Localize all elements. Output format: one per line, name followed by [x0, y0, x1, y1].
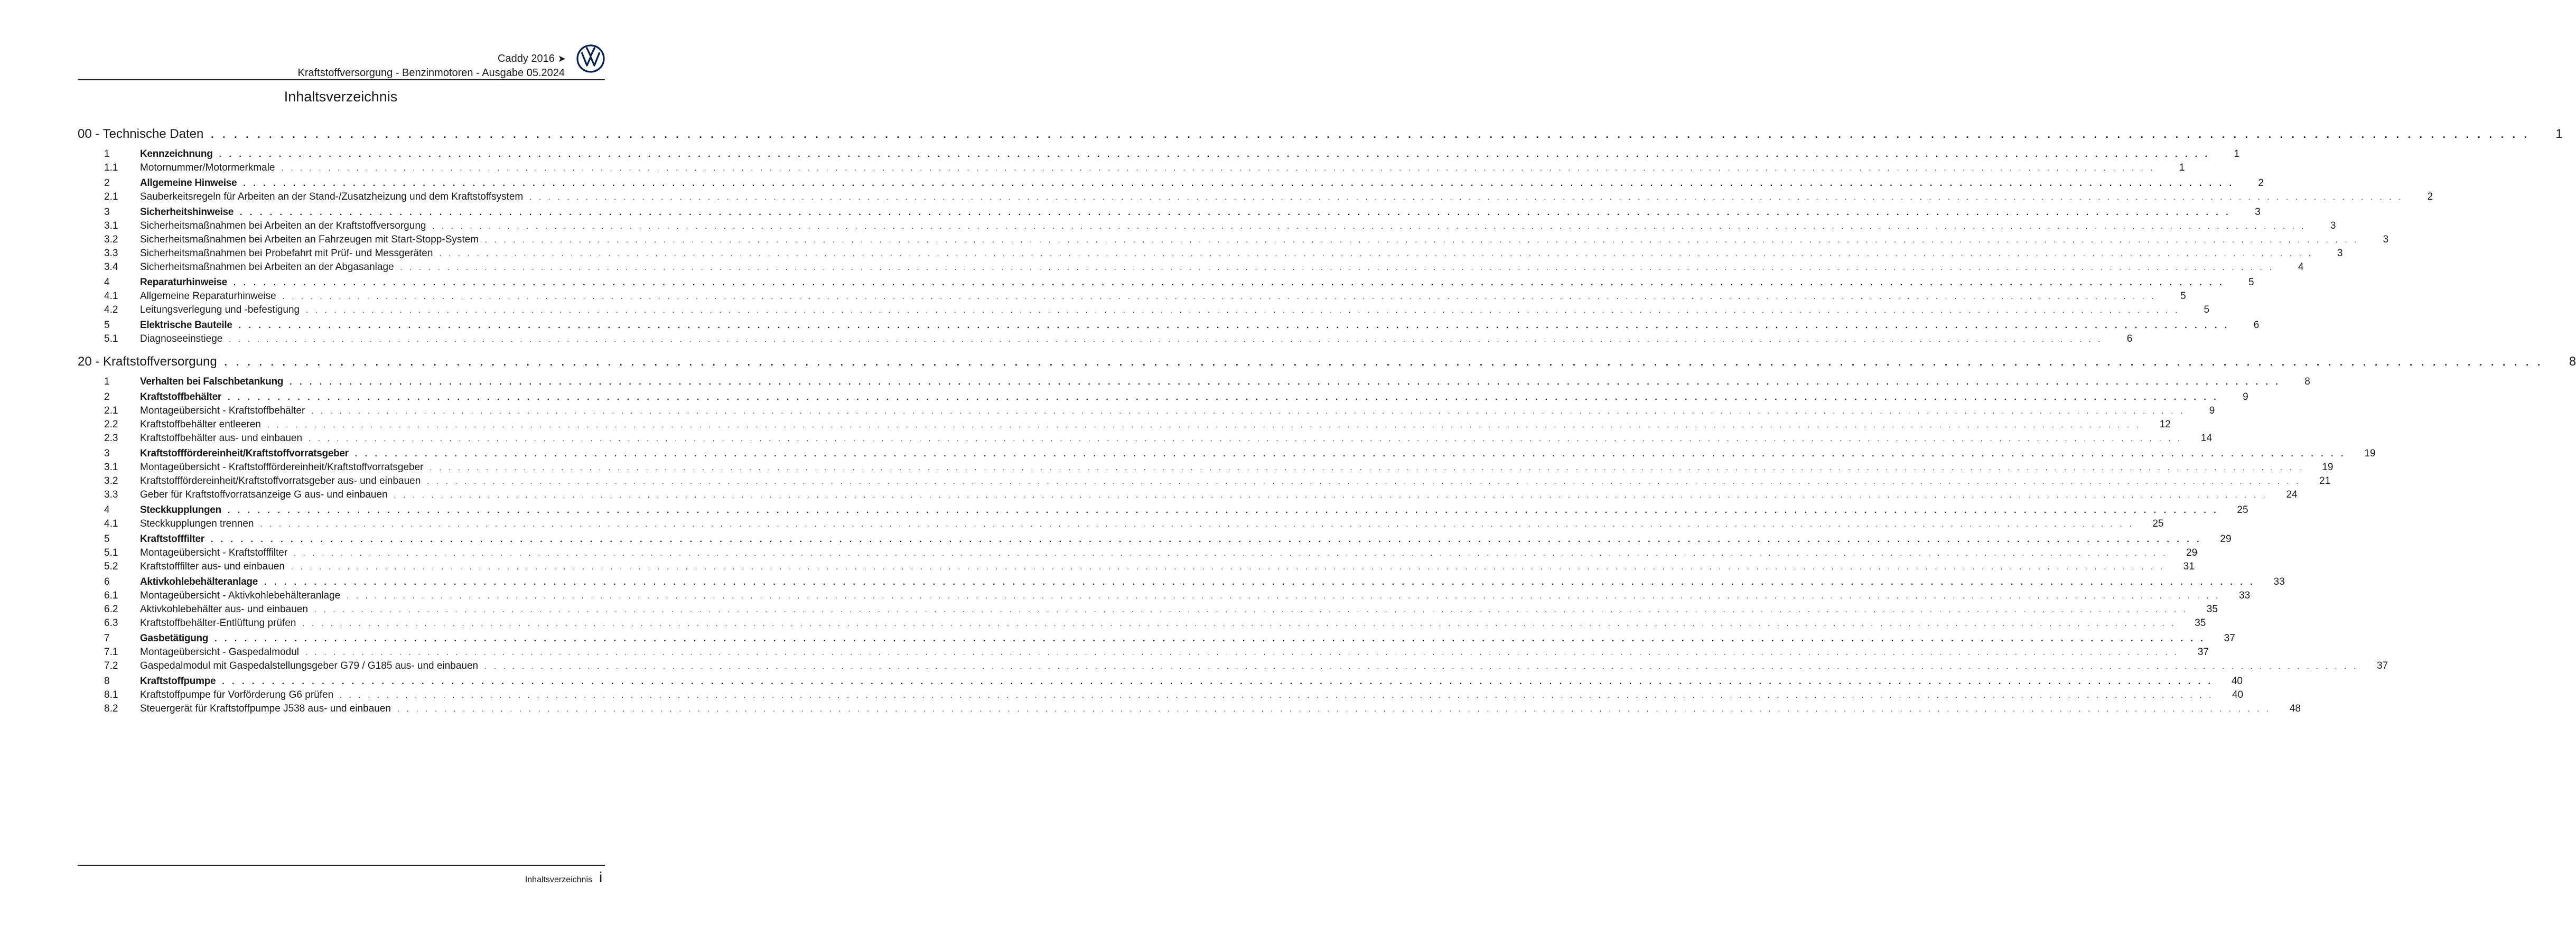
toc-chapter[interactable]	[78, 350, 2576, 373]
entry-title: Kraftstofffilter aus- und einbauen	[140, 561, 285, 572]
section-number: 2	[104, 177, 110, 189]
toc-entry[interactable]	[78, 546, 2198, 560]
section-title: Kraftstoffpumpe	[140, 676, 216, 687]
dot-leader: . . . . . . . . . . . . . . . . . . . . . . . . . . . . . . . . . . . . . . . . . . . . . . . . . . . . . . . . . . . . . . . . . . . . . . . . . . . . . . . . . . . . . . . . . . . . . . . . . . . . . . . . . . . . . . . . . . . . . . . . . . . . . . . . . . . . . . . . . . . . . . . . . . . . . . . . . . . . . . . . . . . . . . . . . . . . . . . . . . . . . . . . . . . . . . . . . . . . . . . .	[229, 335, 2103, 343]
dot-leader: . . . . . . . . . . . . . . . . . . . . . . . . . . . . . . . . . . . . . . . . . . . . . . . . . . . . . . . . . . . . . . . . . . . . . . . . . . . . . . . . . . . . . . . . . . . . . . . . . . . . . . . . . . . . . . . . . . . . . . . . . . . . . . . . . . . . . . . . . . . . . . . . . . . . . . . . . . . . . . . . . . . . . . . . . . . . . . . . . . . . . . . . . . . . . . . . . . . . . . . .	[224, 357, 2544, 368]
toc-section[interactable]	[78, 575, 2285, 589]
toc-section-group	[78, 176, 2433, 204]
toc-section-group	[78, 503, 2248, 531]
section-page-number: 6	[2253, 320, 2260, 331]
toc-section-group	[78, 319, 2260, 346]
entry-page-number: 5	[2180, 291, 2186, 302]
toc-entry[interactable]	[78, 702, 2301, 716]
section-title: Elektrische Bauteile	[140, 320, 232, 331]
entry-page-number: 3	[2330, 220, 2336, 231]
entry-number: 3.1	[104, 220, 118, 231]
entry-title: Kraftstoffpumpe für Vorförderung G6 prüfen	[140, 689, 334, 700]
section-number: 3	[104, 448, 110, 459]
entry-number: 4.1	[104, 518, 118, 529]
entry-number: 6.3	[104, 618, 118, 629]
toc-section[interactable]	[78, 390, 2248, 404]
entry-page-number: 14	[2200, 433, 2213, 444]
entry-title: Sicherheitsmaßnahmen bei Arbeiten an der Abgasanlage	[140, 261, 394, 273]
entry-number: 3.2	[104, 234, 118, 245]
toc-section[interactable]	[78, 503, 2248, 517]
entry-title: Geber für Kraftstoffvorratsanzeige G aus- und einbauen	[140, 489, 388, 500]
toc-entry[interactable]	[78, 646, 2209, 659]
toc-section-group	[78, 632, 2388, 673]
dot-leader: . . . . . . . . . . . . . . . . . . . . . . . . . . . . . . . . . . . . . . . . . . . . . . . . . . . . . . . . . . . . . . . . . . . . . . . . . . . . . . . . . . . . . . . . . . . . . . . . . . . . . . . . . . . . . . . . . . . . . . . . . . . . . . . . . . . . . . . . . . . . . . . . . . . . . . . . . . . . . . . . . . . . . . . . . . . . . . . . . . . . . . . . . . . . . . . . . . . . . . . .	[439, 249, 2313, 258]
dot-leader: . . . . . . . . . . . . . . . . . . . . . . . . . . . . . . . . . . . . . . . . . . . . . . . . . . . . . . . . . . . . . . . . . . . . . . . . . . . . . . . . . . . . . . . . . . . . . . . . . . . . . . . . . . . . . . . . . . . . . . . . . . . . . . . . . . . . . . . . . . . . . . . . . . . . . . . . . . . . . . . . . . . . . . . . . . . . . . . . . . . . . . . . . . . . . . . . . . . . . . . .	[233, 278, 2225, 287]
section-page-number: 33	[2273, 576, 2285, 587]
section-number: 1	[104, 376, 110, 387]
entry-page-number: 3	[2337, 248, 2343, 259]
dot-leader: . . . . . . . . . . . . . . . . . . . . . . . . . . . . . . . . . . . . . . . . . . . . . . . . . . . . . . . . . . . . . . . . . . . . . . . . . . . . . . . . . . . . . . . . . . . . . . . . . . . . . . . . . . . . . . . . . . . . . . . . . . . . . . . . . . . . . . . . . . . . . . . . . . . . . . . . . . . . . . . . . . . . . . . . . . . . . . . . . . . . . . . . . . . . . . . . . . . . . . . .	[264, 578, 2255, 587]
toc-section-group	[78, 575, 2285, 630]
dot-leader: . . . . . . . . . . . . . . . . . . . . . . . . . . . . . . . . . . . . . . . . . . . . . . . . . . . . . . . . . . . . . . . . . . . . . . . . . . . . . . . . . . . . . . . . . . . . . . . . . . . . . . . . . . . . . . . . . . . . . . . . . . . . . . . . . . . . . . . . . . . . . . . . . . . . . . . . . . . . . . . . . . . . . . . . . . . . . . . . . . . . . . . . . . . . . . . . . . . . . . . .	[291, 563, 2165, 571]
entry-number: 7.2	[104, 660, 118, 671]
chapter-page-number: 8	[2569, 354, 2576, 369]
entry-page-number: 35	[2206, 604, 2218, 615]
toc-entry[interactable]	[78, 332, 2133, 346]
toc-section[interactable]	[78, 276, 2254, 289]
toc-section[interactable]	[78, 176, 2264, 190]
dot-leader: . . . . . . . . . . . . . . . . . . . . . . . . . . . . . . . . . . . . . . . . . . . . . . . . . . . . . . . . . . . . . . . . . . . . . . . . . . . . . . . . . . . . . . . . . . . . . . . . . . . . . . . . . . . . . . . . . . . . . . . . . . . . . . . . . . . . . . . . . . . . . . . . . . . . . . . . . . . . . . . . . . . . . . . . . . . . . . . . . . . . . . . . . . . . . . . . . . . . . . . .	[281, 164, 2155, 172]
toc-section[interactable]	[78, 532, 2232, 546]
section-number: 5	[104, 320, 110, 331]
entry-number: 6.1	[104, 590, 118, 601]
section-page-number: 8	[2304, 376, 2310, 387]
toc-entry[interactable]	[78, 190, 2433, 204]
section-page-number: 19	[2364, 448, 2376, 459]
entry-title: Kraftstofffördereinheit/Kraftstoffvorratsgeber aus- und einbauen	[140, 475, 421, 487]
toc-section-group	[78, 675, 2301, 716]
entry-page-number: 4	[2298, 261, 2304, 273]
toc-entry[interactable]	[78, 432, 2213, 445]
toc-section[interactable]	[78, 447, 2376, 461]
entry-number: 4.2	[104, 304, 118, 315]
toc-section-group	[78, 147, 2240, 175]
section-title: Steckkupplungen	[140, 504, 221, 516]
toc-entry[interactable]	[78, 219, 2336, 233]
dot-leader: . . . . . . . . . . . . . . . . . . . . . . . . . . . . . . . . . . . . . . . . . . . . . . . . . . . . . . . . . . . . . . . . . . . . . . . . . . . . . . . . . . . . . . . . . . . . . . . . . . . . . . . . . . . . . . . . . . . . . . . . . . . . . . . . . . . . . . . . . . . . . . . . . . . . . . . . . . . . . . . . . . . . . . . . . . . . . . . . . . . . . . . . . . . . . . . . . . . . . . . .	[306, 306, 2180, 314]
chapter-title: 00 - Technische Daten	[78, 127, 204, 141]
entry-page-number: 24	[2286, 489, 2298, 500]
entry-page-number: 33	[2239, 590, 2251, 601]
section-number: 7	[104, 633, 110, 644]
header-model-text: Caddy 2016	[498, 53, 555, 64]
dot-leader: . . . . . . . . . . . . . . . . . . . . . . . . . . . . . . . . . . . . . . . . . . . . . . . . . . . . . . . . . . . . . . . . . . . . . . . . . . . . . . . . . . . . . . . . . . . . . . . . . . . . . . . . . . . . . . . . . . . . . . . . . . . . . . . . . . . . . . . . . . . . . . . . . . . . . . . . . . . . . . . . . . . . . . . . . . . . . . . . . . . . . . . . . . . . . . . . . . . . . . . .	[484, 662, 2359, 670]
entry-page-number: 12	[2159, 419, 2171, 430]
toc-entry[interactable]	[78, 589, 2251, 603]
section-page-number: 40	[2231, 676, 2243, 687]
dot-leader: . . . . . . . . . . . . . . . . . . . . . . . . . . . . . . . . . . . . . . . . . . . . . . . . . . . . . . . . . . . . . . . . . . . . . . . . . . . . . . . . . . . . . . . . . . . . . . . . . . . . . . . . . . . . . . . . . . . . . . . . . . . . . . . . . . . . . . . . . . . . . . . . . . . . . . . . . . . . . . . . . . . . . . . . . . . . . . . . . . . . . . . . . . . . . . . . . . . . . . . .	[354, 450, 2346, 459]
entry-number: 5.1	[104, 333, 118, 344]
toc-entry[interactable]	[78, 289, 2186, 303]
footer-label: Inhaltsverzeichnis	[525, 875, 592, 884]
entry-page-number: 48	[2289, 703, 2301, 714]
entry-title: Leitungsverlegung und -befestigung	[140, 304, 300, 315]
entry-title: Sicherheitsmaßnahmen bei Arbeiten an Fahrzeugen mit Start-Stopp-System	[140, 234, 479, 245]
entry-title: Aktivkohlebehälter aus- und einbauen	[140, 604, 308, 615]
entry-page-number: 31	[2183, 561, 2195, 572]
entry-page-number: 37	[2197, 647, 2209, 658]
header-rule	[78, 79, 605, 80]
section-title: Kennzeichnung	[140, 148, 213, 160]
dot-leader: . . . . . . . . . . . . . . . . . . . . . . . . . . . . . . . . . . . . . . . . . . . . . . . . . . . . . . . . . . . . . . . . . . . . . . . . . . . . . . . . . . . . . . . . . . . . . . . . . . . . . . . . . . . . . . . . . . . . . . . . . . . . . . . . . . . . . . . . . . . . . . . . . . . . . . . . . . . . . . . . . . . . . . . . . . . . . . . . . . . . . . . . . . . . . . . . . . . . . . . .	[397, 705, 2271, 713]
arrow-icon: ➤	[557, 53, 566, 64]
dot-leader: . . . . . . . . . . . . . . . . . . . . . . . . . . . . . . . . . . . . . . . . . . . . . . . . . . . . . . . . . . . . . . . . . . . . . . . . . . . . . . . . . . . . . . . . . . . . . . . . . . . . . . . . . . . . . . . . . . . . . . . . . . . . . . . . . . . . . . . . . . . . . . . . . . . . . . . . . . . . . . . . . . . . . . . . . . . . . . . . . . . . . . . . . . . . . . . . . . . . . . . .	[311, 407, 2186, 415]
section-number: 5	[104, 534, 110, 545]
section-title: Kraftstoffbehälter	[140, 391, 222, 403]
dot-leader: . . . . . . . . . . . . . . . . . . . . . . . . . . . . . . . . . . . . . . . . . . . . . . . . . . . . . . . . . . . . . . . . . . . . . . . . . . . . . . . . . . . . . . . . . . . . . . . . . . . . . . . . . . . . . . . . . . . . . . . . . . . . . . . . . . . . . . . . . . . . . . . . . . . . . . . . . . . . . . . . . . . . . . . . . . . . . . . . . . . . . . . . . . . . . . . . . . . . . . . .	[222, 677, 2213, 686]
page-title: Inhaltsverzeichnis	[284, 89, 398, 105]
entry-page-number: 19	[2322, 462, 2334, 473]
dot-leader: . . . . . . . . . . . . . . . . . . . . . . . . . . . . . . . . . . . . . . . . . . . . . . . . . . . . . . . . . . . . . . . . . . . . . . . . . . . . . . . . . . . . . . . . . . . . . . . . . . . . . . . . . . . . . . . . . . . . . . . . . . . . . . . . . . . . . . . . . . . . . . . . . . . . . . . . . . . . . . . . . . . . . . . . . . . . . . . . . . . . . . . . . . . . . . . . . . . . . . . .	[309, 434, 2183, 443]
entry-page-number: 6	[2126, 333, 2133, 344]
entry-number: 3.3	[104, 248, 118, 259]
dot-leader: . . . . . . . . . . . . . . . . . . . . . . . . . . . . . . . . . . . . . . . . . . . . . . . . . . . . . . . . . . . . . . . . . . . . . . . . . . . . . . . . . . . . . . . . . . . . . . . . . . . . . . . . . . . . . . . . . . . . . . . . . . . . . . . . . . . . . . . . . . . . . . . . . . . . . . . . . . . . . . . . . . . . . . . . . . . . . . . . . . . . . . . . . . . . . . . . . . . . . . . .	[432, 222, 2307, 230]
dot-leader: . . . . . . . . . . . . . . . . . . . . . . . . . . . . . . . . . . . . . . . . . . . . . . . . . . . . . . . . . . . . . . . . . . . . . . . . . . . . . . . . . . . . . . . . . . . . . . . . . . . . . . . . . . . . . . . . . . . . . . . . . . . . . . . . . . . . . . . . . . . . . . . . . . . . . . . . . . . . . . . . . . . . . . . . . . . . . . . . . . . . . . . . . . . . . . . . . . . . . . . .	[400, 263, 2274, 272]
toc-chapter[interactable]	[78, 123, 2563, 146]
entry-title: Diagnoseeinstiege	[140, 333, 223, 344]
dot-leader: . . . . . . . . . . . . . . . . . . . . . . . . . . . . . . . . . . . . . . . . . . . . . . . . . . . . . . . . . . . . . . . . . . . . . . . . . . . . . . . . . . . . . . . . . . . . . . . . . . . . . . . . . . . . . . . . . . . . . . . . . . . . . . . . . . . . . . . . . . . . . . . . . . . . . . . . . . . . . . . . . . . . . . . . . . . . . . . . . . . . . . . . . . . . . . . . . . . . . . . .	[238, 321, 2230, 330]
toc-entry[interactable]	[78, 488, 2298, 502]
entry-page-number: 29	[2186, 547, 2198, 558]
entry-page-number: 25	[2152, 518, 2164, 529]
section-page-number: 37	[2224, 633, 2235, 644]
entry-title: Montageübersicht - Aktivkohlebehälteranlage	[140, 590, 341, 601]
toc-entry[interactable]	[78, 659, 2388, 673]
toc-entry[interactable]	[78, 517, 2164, 531]
section-number: 6	[104, 576, 110, 587]
entry-number: 1.1	[104, 162, 118, 173]
toc-entry[interactable]	[78, 303, 2210, 317]
section-title: Kraftstofffördereinheit/Kraftstoffvorratsgeber	[140, 448, 349, 459]
section-page-number: 1	[2234, 148, 2240, 160]
toc-section-group	[78, 447, 2376, 502]
section-page-number: 29	[2220, 534, 2232, 545]
dot-leader: . . . . . . . . . . . . . . . . . . . . . . . . . . . . . . . . . . . . . . . . . . . . . . . . . . . . . . . . . . . . . . . . . . . . . . . . . . . . . . . . . . . . . . . . . . . . . . . . . . . . . . . . . . . . . . . . . . . . . . . . . . . . . . . . . . . . . . . . . . . . . . . . . . . . . . . . . . . . . . . . . . . . . . . . . . . . . . . . . . . . . . . . . . . . . . . . . . . . . . . .	[294, 549, 2168, 557]
entry-number: 3.4	[104, 261, 118, 273]
section-number: 4	[104, 277, 110, 288]
entry-page-number: 5	[2204, 304, 2210, 315]
section-title: Sicherheitshinweise	[140, 207, 234, 218]
section-page-number: 25	[2237, 504, 2248, 516]
section-page-number: 5	[2248, 277, 2254, 288]
toc-entry[interactable]	[78, 161, 2185, 175]
toc-entry[interactable]	[78, 688, 2244, 702]
section-number: 8	[104, 676, 110, 687]
dot-leader: . . . . . . . . . . . . . . . . . . . . . . . . . . . . . . . . . . . . . . . . . . . . . . . . . . . . . . . . . . . . . . . . . . . . . . . . . . . . . . . . . . . . . . . . . . . . . . . . . . . . . . . . . . . . . . . . . . . . . . . . . . . . . . . . . . . . . . . . . . . . . . . . . . . . . . . . . . . . . . . . . . . . . . . . . . . . . . . . . . . . . . . . . . . . . . . . . . . . . . . .	[302, 619, 2177, 628]
section-page-number: 9	[2243, 391, 2248, 403]
entry-number: 8.2	[104, 703, 118, 714]
entry-number: 2.2	[104, 419, 118, 430]
section-title: Allgemeine Hinweise	[140, 177, 237, 189]
dot-leader: . . . . . . . . . . . . . . . . . . . . . . . . . . . . . . . . . . . . . . . . . . . . . . . . . . . . . . . . . . . . . . . . . . . . . . . . . . . . . . . . . . . . . . . . . . . . . . . . . . . . . . . . . . . . . . . . . . . . . . . . . . . . . . . . . . . . . . . . . . . . . . . . . . . . . . . . . . . . . . . . . . . . . . . . . . . . . . . . . . . . . . . . . . . . . . . . . . . . . . . .	[214, 634, 2206, 643]
entry-title: Kraftstoffbehälter-Entlüftung prüfen	[140, 618, 296, 629]
toc-entry[interactable]	[78, 603, 2218, 616]
entry-number: 3.3	[104, 489, 118, 500]
entry-title: Montageübersicht - Kraftstofffördereinheit/Kraftstoffvorratsgeber	[140, 462, 424, 473]
entry-number: 8.1	[104, 689, 118, 700]
entry-page-number: 21	[2319, 475, 2331, 487]
toc-section[interactable]	[78, 375, 2310, 389]
entry-title: Sauberkeitsregeln für Arbeiten an der Stand-/Zusatzheizung und dem Kraftstoffsystem	[140, 191, 524, 202]
toc-entry[interactable]	[78, 474, 2331, 488]
section-title: Kraftstofffilter	[140, 534, 204, 545]
toc-section-group	[78, 276, 2254, 317]
entry-page-number: 2	[2427, 191, 2433, 202]
toc-entry[interactable]	[78, 461, 2334, 474]
section-title: Verhalten bei Falschbetankung	[140, 376, 284, 387]
entry-number: 2.1	[104, 405, 118, 416]
toc-section-group	[78, 375, 2310, 389]
toc-entry[interactable]	[78, 233, 2389, 247]
dot-leader: . . . . . . . . . . . . . . . . . . . . . . . . . . . . . . . . . . . . . . . . . . . . . . . . . . . . . . . . . . . . . . . . . . . . . . . . . . . . . . . . . . . . . . . . . . . . . . . . . . . . . . . . . . . . . . . . . . . . . . . . . . . . . . . . . . . . . . . . . . . . . . . . . . . . . . . . . . . . . . . . . . . . . . . . . . . . . . . . . . . . . . . . . . . . . . . . . . . . . . . .	[210, 535, 2202, 544]
entry-title: Montageübersicht - Gaspedalmodul	[140, 647, 300, 658]
entry-number: 5.1	[104, 547, 118, 558]
toc-section-group	[78, 390, 2248, 445]
entry-title: Sicherheitsmaßnahmen bei Probefahrt mit Prüf- und Messgeräten	[140, 248, 433, 259]
dot-leader: . . . . . . . . . . . . . . . . . . . . . . . . . . . . . . . . . . . . . . . . . . . . . . . . . . . . . . . . . . . . . . . . . . . . . . . . . . . . . . . . . . . . . . . . . . . . . . . . . . . . . . . . . . . . . . . . . . . . . . . . . . . . . . . . . . . . . . . . . . . . . . . . . . . . . . . . . . . . . . . . . . . . . . . . . . . . . . . . . . . . . . . . . . . . . . . . . . . . . . . .	[239, 208, 2231, 217]
entry-number: 2.1	[104, 191, 118, 202]
header-subtitle: Kraftstoffversorgung - Benzinmotoren - Ausgabe 05.2024	[297, 67, 565, 79]
toc-section-group	[78, 532, 2232, 574]
toc-entry[interactable]	[78, 260, 2304, 274]
footer-rule	[78, 865, 605, 866]
toc-entry[interactable]	[78, 418, 2171, 432]
dot-leader: . . . . . . . . . . . . . . . . . . . . . . . . . . . . . . . . . . . . . . . . . . . . . . . . . . . . . . . . . . . . . . . . . . . . . . . . . . . . . . . . . . . . . . . . . . . . . . . . . . . . . . . . . . . . . . . . . . . . . . . . . . . . . . . . . . . . . . . . . . . . . . . . . . . . . . . . . . . . . . . . . . . . . . . . . . . . . . . . . . . . . . . . . . . . . . . . . . . . . . . .	[529, 193, 2404, 201]
section-page-number: 2	[2258, 177, 2264, 189]
entry-page-number: 9	[2209, 405, 2215, 416]
section-page-number: 3	[2255, 207, 2261, 218]
section-title: Reparaturhinweise	[140, 277, 227, 288]
entry-page-number: 1	[2179, 162, 2185, 173]
section-number: 3	[104, 207, 110, 218]
dot-leader: . . . . . . . . . . . . . . . . . . . . . . . . . . . . . . . . . . . . . . . . . . . . . . . . . . . . . . . . . . . . . . . . . . . . . . . . . . . . . . . . . . . . . . . . . . . . . . . . . . . . . . . . . . . . . . . . . . . . . . . . . . . . . . . . . . . . . . . . . . . . . . . . . . . . . . . . . . . . . . . . . . . . . . . . . . . . . . . . . . . . . . . . . . . . . . . . . . . . . . . .	[228, 393, 2219, 402]
entry-title: Allgemeine Reparaturhinweise	[140, 291, 276, 302]
dot-leader: . . . . . . . . . . . . . . . . . . . . . . . . . . . . . . . . . . . . . . . . . . . . . . . . . . . . . . . . . . . . . . . . . . . . . . . . . . . . . . . . . . . . . . . . . . . . . . . . . . . . . . . . . . . . . . . . . . . . . . . . . . . . . . . . . . . . . . . . . . . . . . . . . . . . . . . . . . . . . . . . . . . . . . . . . . . . . . . . . . . . . . . . . . . . . . . . . . . . . . . .	[347, 592, 2221, 600]
entry-number: 4.1	[104, 291, 118, 302]
entry-title: Kraftstoffbehälter entleeren	[140, 419, 261, 430]
section-number: 4	[104, 504, 110, 516]
entry-number: 3.2	[104, 475, 118, 487]
entry-page-number: 40	[2232, 689, 2244, 700]
chapter-page-number: 1	[2555, 127, 2563, 141]
section-title: Gasbetätigung	[140, 633, 209, 644]
entry-title: Sicherheitsmaßnahmen bei Arbeiten an der Kraftstoffversorgung	[140, 220, 426, 231]
entry-number: 3.1	[104, 462, 118, 473]
section-number: 2	[104, 391, 110, 403]
entry-page-number: 37	[2376, 660, 2388, 671]
dot-leader: . . . . . . . . . . . . . . . . . . . . . . . . . . . . . . . . . . . . . . . . . . . . . . . . . . . . . . . . . . . . . . . . . . . . . . . . . . . . . . . . . . . . . . . . . . . . . . . . . . . . . . . . . . . . . . . . . . . . . . . . . . . . . . . . . . . . . . . . . . . . . . . . . . . . . . . . . . . . . . . . . . . . . . . . . . . . . . . . . . . . . . . . . . . . . . . . . . . . . . . .	[305, 648, 2179, 657]
dot-leader: . . . . . . . . . . . . . . . . . . . . . . . . . . . . . . . . . . . . . . . . . . . . . . . . . . . . . . . . . . . . . . . . . . . . . . . . . . . . . . . . . . . . . . . . . . . . . . . . . . . . . . . . . . . . . . . . . . . . . . . . . . . . . . . . . . . . . . . . . . . . . . . . . . . . . . . . . . . . . . . . . . . . . . . . . . . . . . . . . . . . . . . . . . . . . . . . . . . . . . . .	[282, 292, 2157, 301]
footer-page-number: i	[599, 869, 603, 885]
entry-number: 7.1	[104, 647, 118, 658]
dot-leader: . . . . . . . . . . . . . . . . . . . . . . . . . . . . . . . . . . . . . . . . . . . . . . . . . . . . . . . . . . . . . . . . . . . . . . . . . . . . . . . . . . . . . . . . . . . . . . . . . . . . . . . . . . . . . . . . . . . . . . . . . . . . . . . . . . . . . . . . . . . . . . . . . . . . . . . . . . . . . . . . . . . . . . . . . . . . . . . . . . . . . . . . . . . . . . . . . . . . . . . .	[430, 463, 2304, 472]
entry-number: 5.2	[104, 561, 118, 572]
chapter-title: 20 - Kraftstoffversorgung	[78, 354, 217, 369]
dot-leader: . . . . . . . . . . . . . . . . . . . . . . . . . . . . . . . . . . . . . . . . . . . . . . . . . . . . . . . . . . . . . . . . . . . . . . . . . . . . . . . . . . . . . . . . . . . . . . . . . . . . . . . . . . . . . . . . . . . . . . . . . . . . . . . . . . . . . . . . . . . . . . . . . . . . . . . . . . . . . . . . . . . . . . . . . . . . . . . . . . . . . . . . . . . . . . . . . . . . . . . .	[219, 150, 2210, 159]
toc-entry[interactable]	[78, 616, 2206, 630]
toc-section[interactable]	[78, 675, 2243, 688]
entry-title: Steuergerät für Kraftstoffpumpe J538 aus- und einbauen	[140, 703, 391, 714]
entry-page-number: 35	[2195, 618, 2206, 629]
entry-number: 2.3	[104, 433, 118, 444]
dot-leader: . . . . . . . . . . . . . . . . . . . . . . . . . . . . . . . . . . . . . . . . . . . . . . . . . . . . . . . . . . . . . . . . . . . . . . . . . . . . . . . . . . . . . . . . . . . . . . . . . . . . . . . . . . . . . . . . . . . . . . . . . . . . . . . . . . . . . . . . . . . . . . . . . . . . . . . . . . . . . . . . . . . . . . . . . . . . . . . . . . . . . . . . . . . . . . . . . . . . . . . .	[227, 506, 2219, 515]
header-model	[498, 52, 566, 65]
dot-leader: . . . . . . . . . . . . . . . . . . . . . . . . . . . . . . . . . . . . . . . . . . . . . . . . . . . . . . . . . . . . . . . . . . . . . . . . . . . . . . . . . . . . . . . . . . . . . . . . . . . . . . . . . . . . . . . . . . . . . . . . . . . . . . . . . . . . . . . . . . . . . . . . . . . . . . . . . . . . . . . . . . . . . . . . . . . . . . . . . . . . . . . . . . . . . . . . . . . . . . . .	[340, 691, 2214, 699]
section-title: Aktivkohlebehälteranlage	[140, 576, 258, 587]
toc-entry[interactable]	[78, 560, 2195, 574]
entry-title: Motornummer/Motormerkmale	[140, 162, 275, 173]
entry-title: Gaspedalmodul mit Gaspedalstellungsgeber G79 / G185 aus- und einbauen	[140, 660, 479, 671]
dot-leader: . . . . . . . . . . . . . . . . . . . . . . . . . . . . . . . . . . . . . . . . . . . . . . . . . . . . . . . . . . . . . . . . . . . . . . . . . . . . . . . . . . . . . . . . . . . . . . . . . . . . . . . . . . . . . . . . . . . . . . . . . . . . . . . . . . . . . . . . . . . . . . . . . . . . . . . . . . . . . . . . . . . . . . . . . . . . . . . . . . . . . . . . . . . . . . . . . . . . . . . .	[485, 236, 2359, 244]
entry-title: Steckkupplungen trennen	[140, 518, 254, 529]
table-of-contents	[78, 123, 2576, 716]
entry-title: Montageübersicht - Kraftstoffbehälter	[140, 405, 305, 416]
dot-leader: . . . . . . . . . . . . . . . . . . . . . . . . . . . . . . . . . . . . . . . . . . . . . . . . . . . . . . . . . . . . . . . . . . . . . . . . . . . . . . . . . . . . . . . . . . . . . . . . . . . . . . . . . . . . . . . . . . . . . . . . . . . . . . . . . . . . . . . . . . . . . . . . . . . . . . . . . . . . . . . . . . . . . . . . . . . . . . . . . . . . . . . . . . . . . . . . . . . . . . . .	[243, 179, 2234, 188]
toc-section[interactable]	[78, 319, 2260, 332]
toc-section-group	[78, 205, 2389, 274]
dot-leader: . . . . . . . . . . . . . . . . . . . . . . . . . . . . . . . . . . . . . . . . . . . . . . . . . . . . . . . . . . . . . . . . . . . . . . . . . . . . . . . . . . . . . . . . . . . . . . . . . . . . . . . . . . . . . . . . . . . . . . . . . . . . . . . . . . . . . . . . . . . . . . . . . . . . . . . . . . . . . . . . . . . . . . . . . . . . . . . . . . . . . . . . . . . . . . . . . . . . . . . .	[427, 477, 2301, 485]
toc-section[interactable]	[78, 632, 2235, 646]
dot-leader: . . . . . . . . . . . . . . . . . . . . . . . . . . . . . . . . . . . . . . . . . . . . . . . . . . . . . . . . . . . . . . . . . . . . . . . . . . . . . . . . . . . . . . . . . . . . . . . . . . . . . . . . . . . . . . . . . . . . . . . . . . . . . . . . . . . . . . . . . . . . . . . . . . . . . . . . . . . . . . . . . . . . . . . . . . . . . . . . . . . . . . . . . . . . . . . . . . . . . . . .	[314, 605, 2188, 614]
entry-title: Montageübersicht - Kraftstofffilter	[140, 547, 288, 558]
dot-leader: . . . . . . . . . . . . . . . . . . . . . . . . . . . . . . . . . . . . . . . . . . . . . . . . . . . . . . . . . . . . . . . . . . . . . . . . . . . . . . . . . . . . . . . . . . . . . . . . . . . . . . . . . . . . . . . . . . . . . . . . . . . . . . . . . . . . . . . . . . . . . . . . . . . . . . . . . . . . . . . . . . . . . . . . . . . . . . . . . . . . . . . . . . . . . . . . . . . . . . . .	[267, 420, 2141, 429]
toc-section[interactable]	[78, 205, 2261, 219]
toc-section[interactable]	[78, 147, 2240, 161]
dot-leader: . . . . . . . . . . . . . . . . . . . . . . . . . . . . . . . . . . . . . . . . . . . . . . . . . . . . . . . . . . . . . . . . . . . . . . . . . . . . . . . . . . . . . . . . . . . . . . . . . . . . . . . . . . . . . . . . . . . . . . . . . . . . . . . . . . . . . . . . . . . . . . . . . . . . . . . . . . . . . . . . . . . . . . . . . . . . . . . . . . . . . . . . . . . . . . . . . . . . . . . .	[394, 491, 2268, 499]
entry-page-number: 3	[2383, 234, 2389, 245]
toc-entry[interactable]	[78, 247, 2343, 260]
dot-leader: . . . . . . . . . . . . . . . . . . . . . . . . . . . . . . . . . . . . . . . . . . . . . . . . . . . . . . . . . . . . . . . . . . . . . . . . . . . . . . . . . . . . . . . . . . . . . . . . . . . . . . . . . . . . . . . . . . . . . . . . . . . . . . . . . . . . . . . . . . . . . . . . . . . . . . . . . . . . . . . . . . . . . . . . . . . . . . . . . . . . . . . . . . . . . . . . . . . . . . . .	[260, 520, 2134, 528]
toc-entry[interactable]	[78, 404, 2215, 418]
entry-title: Kraftstoffbehälter aus- und einbauen	[140, 433, 303, 444]
section-number: 1	[104, 148, 110, 160]
dot-leader: . . . . . . . . . . . . . . . . . . . . . . . . . . . . . . . . . . . . . . . . . . . . . . . . . . . . . . . . . . . . . . . . . . . . . . . . . . . . . . . . . . . . . . . . . . . . . . . . . . . . . . . . . . . . . . . . . . . . . . . . . . . . . . . . . . . . . . . . . . . . . . . . . . . . . . . . . . . . . . . . . . . . . . . . . . . . . . . . . . . . . . . . . . . . . . . . . . . . . . . .	[290, 378, 2281, 387]
dot-leader: . . . . . . . . . . . . . . . . . . . . . . . . . . . . . . . . . . . . . . . . . . . . . . . . . . . . . . . . . . . . . . . . . . . . . . . . . . . . . . . . . . . . . . . . . . . . . . . . . . . . . . . . . . . . . . . . . . . . . . . . . . . . . . . . . . . . . . . . . . . . . . . . . . . . . . . . . . . . . . . . . . . . . . . . . . . . . . . . . . . . . . . . . . . . . . . . . . . . . . . .	[211, 129, 2530, 140]
entry-number: 6.2	[104, 604, 118, 615]
vw-logo-icon	[576, 44, 605, 73]
